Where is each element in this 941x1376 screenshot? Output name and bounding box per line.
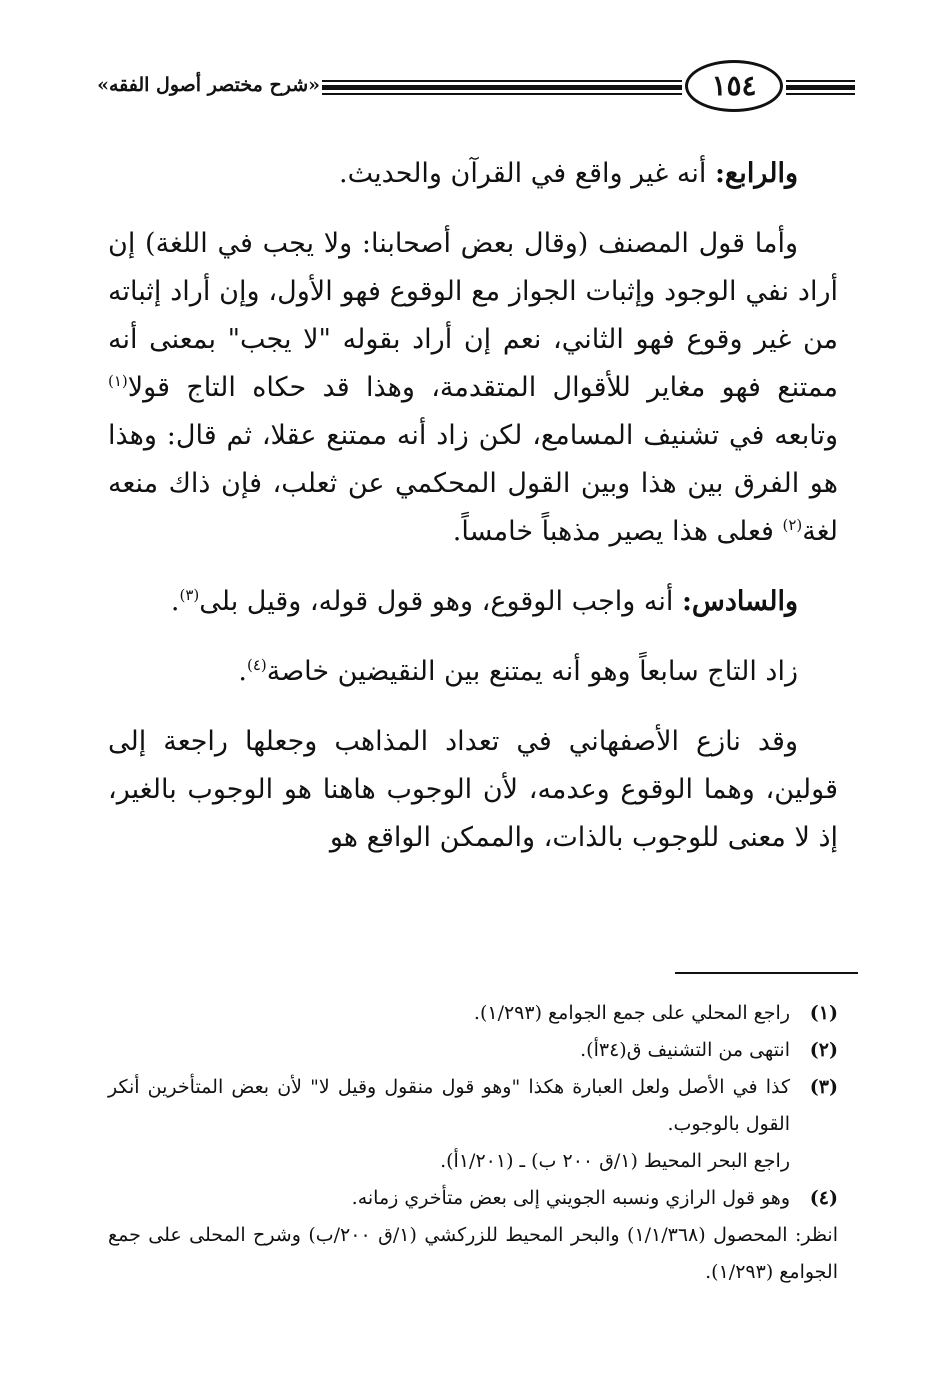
- footnote-number: (٣): [809, 1076, 838, 1098]
- footnote-4-continuation: انظر: المحصول (١/١/٣٦٨) والبحر المحيط للزركشي (١/ق ٢٠٠/ب) وشرح المحلى على جمع الجوامع (١/٢٩٣).: [108, 1224, 839, 1283]
- footnote-text: راجع المحلي على جمع الجوامع (١/٢٩٣).: [473, 1002, 790, 1024]
- footnote-3-continuation: راجع البحر المحيط (١/ق ٢٠٠ ب) ـ (١/٢٠١أ).: [440, 1150, 790, 1172]
- footnote-number: (١): [809, 1002, 838, 1024]
- running-title: «شرح مختصر أصول الفقه»: [97, 74, 320, 96]
- footnote-number: (٤): [809, 1187, 838, 1209]
- paragraph-lead: والرابع:: [714, 158, 798, 189]
- footnote-number: (٢): [809, 1039, 838, 1061]
- running-header: [90, 52, 855, 122]
- footnote-ref-1[interactable]: (١): [108, 372, 128, 390]
- paragraph-seventh-opinion: [108, 648, 838, 696]
- paragraph-text: زاد التاج سابعاً وهو أنه يمتنع بين النقيضين خاصة: [266, 656, 798, 687]
- paragraph-text: فعلى هذا يصير مذهباً خامساً.: [452, 516, 783, 547]
- footnote-ref-3[interactable]: (٣): [179, 586, 200, 604]
- footnote-divider: [675, 972, 858, 974]
- footnotes: [108, 995, 838, 1291]
- footnote-2: [108, 1032, 838, 1069]
- header-rule-left: [322, 80, 682, 96]
- paragraph-lead: والسادس:: [681, 586, 798, 617]
- paragraph-isfahani: [108, 718, 838, 862]
- paragraph-text: أنه غير واقع في القرآن والحديث.: [338, 158, 715, 189]
- paragraph-sixth-opinion: [108, 578, 838, 626]
- header-rule-right: [786, 80, 855, 96]
- paragraph-text: أنه واجب الوقوع، وهو قول قوله، وقيل بلى: [199, 586, 682, 617]
- paragraph-text: .: [238, 656, 247, 687]
- paragraph-text: وأما قول المصنف (وقال بعض أصحابنا: ولا يجب في اللغة) إن أراد نفي الوجود وإثبات الجواز مع الوقوع فهو الأول، وإن أراد إثباته من غير وقوع فهو الثاني، نعم إن أراد بقوله "لا يجب" بمعنى أنه ممتنع فهو مغاير للأقوال المتقدمة، وهذا قد حكاه التاج قولا: [108, 228, 838, 403]
- footnote-text: وهو قول الرازي ونسبه الجويني إلى بعض متأخري زمانه.: [351, 1187, 790, 1209]
- paragraph-author-statement: [108, 220, 838, 556]
- footnote-ref-4[interactable]: (٤): [247, 656, 267, 674]
- paragraph-text: وقد نازع الأصفهاني في تعداد المذاهب وجعلها راجعة إلى قولين، وهما الوقوع وعدمه، لأن الوجوب هاهنا هو الوجوب بالغير، إذ لا معنى للوجوب بالذات، والممكن الواقع هو: [108, 726, 838, 853]
- page-number: ١٥٤: [685, 60, 783, 112]
- paragraph-fourth-opinion: [108, 150, 838, 198]
- footnote-text: انتهى من التشنيف ق(٣٤أ).: [580, 1039, 790, 1061]
- footnote-3: [108, 1069, 838, 1143]
- footnote-1: [108, 995, 838, 1032]
- footnote-ref-2[interactable]: (٢): [782, 516, 803, 534]
- paragraph-text: وتابعه في تشنيف المسامع، لكن زاد أنه ممتنع عقلا، ثم قال: وهذا هو الفرق بين هذا وبين القول المحكمي عن ثعلب، فإن ذاك منعه لغة: [108, 420, 838, 547]
- paragraph-text: .: [170, 586, 180, 617]
- footnote-4: [108, 1180, 838, 1217]
- main-text: [108, 150, 838, 884]
- footnote-text: كذا في الأصل ولعل العبارة هكذا "وهو قول منقول وقيل لا" لأن بعض المتأخرين أنكر القول بالوجوب.: [108, 1076, 790, 1135]
